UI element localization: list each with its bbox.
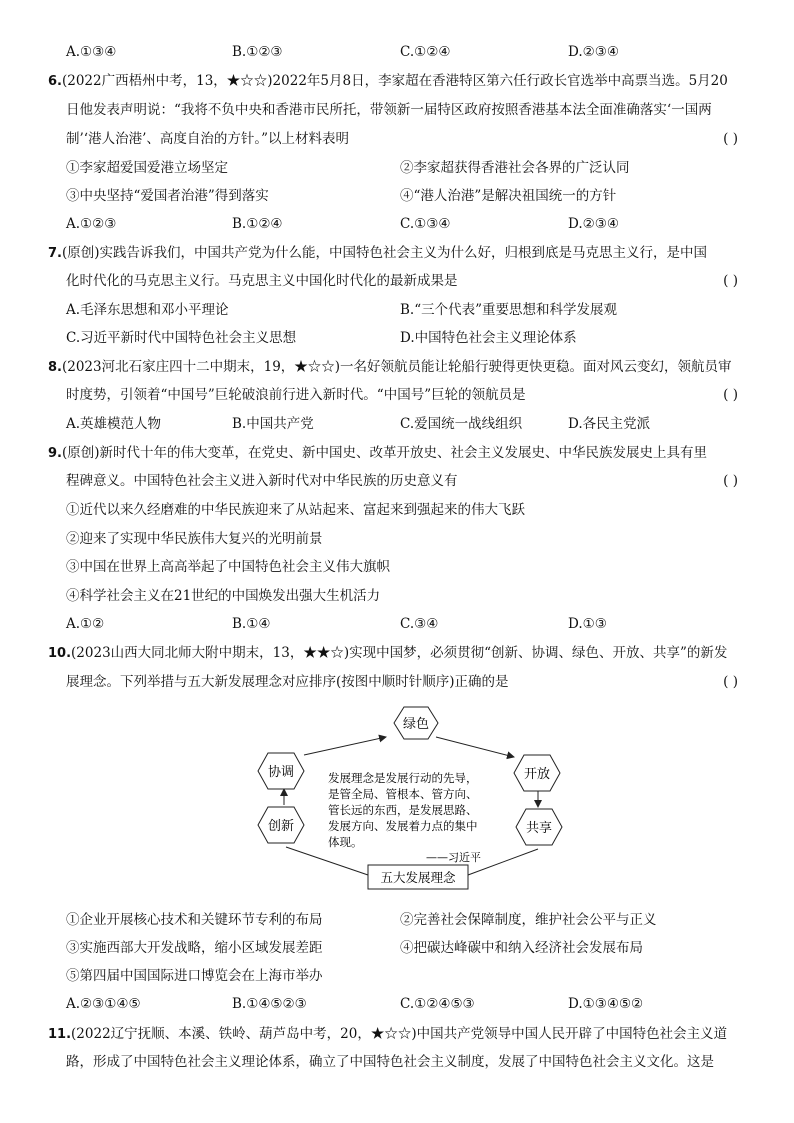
node-gongxiang bbox=[516, 809, 562, 845]
q7-option-c[interactable]: C.习近平新时代中国特色社会主义思想 bbox=[66, 330, 297, 346]
q8-option-d[interactable]: D.各民主党派 bbox=[568, 416, 651, 432]
q10-option-d[interactable]: D.①③④⑤② bbox=[568, 996, 644, 1012]
node-lvse bbox=[394, 707, 438, 739]
q10-option-a[interactable]: A.②③①④⑤ bbox=[66, 996, 141, 1012]
q6-statement-1: ①李家超爱国爱港立场坚定 bbox=[66, 160, 228, 176]
q7-answer-blank[interactable]: ( ) bbox=[723, 273, 738, 289]
svg-text:协调: 协调 bbox=[267, 765, 295, 780]
diagram-quote-line2: 是管全局、管根本、管方向、 bbox=[328, 787, 478, 801]
arrow-xietiao-lvse bbox=[304, 737, 386, 755]
q9-option-a[interactable]: A.①② bbox=[66, 616, 105, 632]
q7-text-line2: 化时代化的马克思主义行。马克思主义中国化时代化的最新成果是 bbox=[66, 273, 458, 289]
q6-number: 6.(2022广西梧州中考，13，★☆☆)2022年5月8日，李家超在香港特区第六任行政长官选举中高票当选。5月20 bbox=[48, 73, 728, 89]
q10-text-line1: (2023山西大同北师大附中期末，13，★★☆)实现中国梦，必须贯彻“创新、协调、绿色、开放、共享”的新发 bbox=[71, 645, 728, 661]
q10-statement-4: ④把碳达峰碳中和纳入经济社会发展布局 bbox=[400, 940, 643, 956]
diagram-quote-line4: 发展方向、发展着力点的集中 bbox=[328, 819, 478, 833]
q7-option-b[interactable]: B.“三个代表”重要思想和科学发展观 bbox=[400, 302, 618, 318]
svg-text:共享: 共享 bbox=[525, 821, 553, 836]
diagram-quote-line1: 发展理念是发展行动的先导， bbox=[328, 771, 478, 785]
q6-statement-3: ③中央坚持“爱国者治港”得到落实 bbox=[66, 188, 269, 204]
q9-statement-3: ③中国在世界上高高举起了中国特色社会主义伟大旗帜 bbox=[66, 559, 390, 575]
q6-text-line1: (2022广西梧州中考，13，★☆☆)2022年5月8日，李家超在香港特区第六任行政长官选举中高票当选。5月20 bbox=[61, 73, 728, 89]
q9-option-d[interactable]: D.①③ bbox=[568, 616, 607, 632]
q11-text-line1: (2022辽宁抚顺、本溪、铁岭、葫芦岛中考，20，★☆☆)中国共产党领导中国人民开辟了中国特色社会主义道 bbox=[71, 1026, 728, 1042]
q8-text-line1: (2023河北石家庄四十二中期末，19，★☆☆)一名好领航员能让轮船行驶得更快更稳。面对风云变幻，领航员审 bbox=[61, 359, 732, 375]
q10-answer-blank[interactable]: ( ) bbox=[723, 674, 738, 690]
q9-statement-4: ④科学社会主义在21世纪的中国焕发出强大生机活力 bbox=[66, 588, 381, 604]
q8-option-c[interactable]: C.爱国统一战线组织 bbox=[400, 416, 523, 432]
q10-option-b[interactable]: B.①④⑤②③ bbox=[232, 996, 307, 1012]
q9-text-line2: 程碑意义。中国特色社会主义进入新时代对中华民族的历史意义有 bbox=[66, 473, 458, 489]
q8-text-line2: 时度势，引领着“中国号”巨轮破浪前行进入新时代。“中国号”巨轮的领航员是 bbox=[66, 387, 526, 403]
q9-number: 9.(原创)新时代十年的伟大变革，在党史、新中国史、改革开放史、社会主义发展史、中华民族发展史上具有里 bbox=[48, 445, 708, 461]
q10-statement-1: ①企业开展核心技术和关键环节专利的布局 bbox=[66, 912, 323, 928]
q10-text-line2: 展理念。下列举措与五大新发展理念对应排序(按图中顺时针顺序)正确的是 bbox=[66, 674, 509, 690]
q6-option-b[interactable]: B.①②④ bbox=[232, 216, 283, 232]
q6-option-d[interactable]: D.②③④ bbox=[568, 216, 619, 232]
node-kaifang bbox=[514, 755, 560, 791]
q6-option-c[interactable]: C.①③④ bbox=[400, 216, 451, 232]
five-development-concepts-diagram bbox=[250, 705, 570, 895]
q5-option-c[interactable]: C.①②④ bbox=[400, 44, 451, 60]
svg-text:创新: 创新 bbox=[267, 819, 295, 834]
q7-option-d[interactable]: D.中国特色社会主义理论体系 bbox=[400, 330, 577, 346]
q9-option-c[interactable]: C.③④ bbox=[400, 616, 439, 632]
q8-answer-blank[interactable]: ( ) bbox=[723, 387, 738, 403]
diagram-quote-author: ——习近平 bbox=[426, 851, 481, 864]
diagram-quote-line5: 体现。 bbox=[328, 835, 363, 849]
q9-option-b[interactable]: B.①④ bbox=[232, 616, 271, 632]
q7-option-a[interactable]: A.毛泽东思想和邓小平理论 bbox=[66, 302, 229, 318]
q9-answer-blank[interactable]: ( ) bbox=[723, 473, 738, 489]
q6-statement-4: ④“港人治港”是解决祖国统一的方针 bbox=[400, 188, 617, 204]
q5-option-a[interactable]: A.①③④ bbox=[66, 44, 117, 60]
line-chuangxin-label bbox=[286, 847, 368, 875]
q10-statement-2: ②完善社会保障制度，维护社会公平与正义 bbox=[400, 912, 657, 928]
q5-option-d[interactable]: D.②③④ bbox=[568, 44, 619, 60]
q5-option-b[interactable]: B.①②③ bbox=[232, 44, 283, 60]
q8-option-b[interactable]: B.中国共产党 bbox=[232, 416, 314, 432]
arrow-lvse-kaifang bbox=[436, 737, 514, 757]
svg-text:五大发展理念: 五大发展理念 bbox=[380, 870, 456, 885]
q6-option-a[interactable]: A.①②③ bbox=[66, 216, 117, 232]
q9-text-line1: (原创)新时代十年的伟大变革，在党史、新中国史、改革开放史、社会主义发展史、中华民族发展史上具有里 bbox=[61, 445, 708, 461]
q8-number: 8.(2023河北石家庄四十二中期末，19，★☆☆)一名好领航员能让轮船行驶得更快更稳。面对风云变幻，领航员审 bbox=[48, 359, 732, 375]
q10-statement-3: ③实施西部大开发战略，缩小区域发展差距 bbox=[66, 940, 323, 956]
svg-text:绿色: 绿色 bbox=[402, 717, 430, 732]
q6-statement-2: ②李家超获得香港社会各界的广泛认同 bbox=[400, 160, 630, 176]
node-xietiao bbox=[258, 753, 304, 789]
q11-number: 11.(2022辽宁抚顺、本溪、铁岭、葫芦岛中考，20，★☆☆)中国共产党领导中国人民开辟了中国特色社会主义道 bbox=[48, 1026, 728, 1042]
node-chuangxin bbox=[258, 807, 304, 843]
q10-number: 10.(2023山西大同北师大附中期末，13，★★☆)实现中国梦，必须贯彻“创新、协调、绿色、开放、共享”的新发 bbox=[48, 645, 728, 661]
q6-text-line2: 日他发表声明说：“我将不负中央和香港市民所托，带领新一届特区政府按照香港基本法全面准确落实‘一国两 bbox=[66, 102, 712, 118]
diagram-label-box bbox=[368, 865, 468, 889]
q7-text-line1: (原创)实践告诉我们，中国共产党为什么能，中国特色社会主义为什么好，归根到底是马克思主义行，是中国 bbox=[61, 245, 708, 261]
q6-answer-blank[interactable]: ( ) bbox=[723, 131, 738, 147]
q10-statement-5: ⑤第四届中国国际进口博览会在上海市举办 bbox=[66, 968, 323, 984]
q6-text-line3: 制’‘港人治港’、高度自治的方针。”以上材料表明 bbox=[66, 131, 350, 147]
q11-text-line2: 路，形成了中国特色社会主义理论体系，确立了中国特色社会主义制度，发展了中国特色社会主义文化。这是 bbox=[66, 1054, 714, 1070]
q8-option-a[interactable]: A.英雄模范人物 bbox=[66, 416, 162, 432]
svg-text:开放: 开放 bbox=[523, 767, 551, 782]
q10-option-c[interactable]: C.①②④⑤③ bbox=[400, 996, 475, 1012]
q7-number: 7.(原创)实践告诉我们，中国共产党为什么能，中国特色社会主义为什么好，归根到底是马克思主义行，是中国 bbox=[48, 245, 708, 261]
diagram-quote-line3: 管长远的东西，是发展思路、 bbox=[328, 803, 478, 817]
q9-statement-1: ①近代以来久经磨难的中华民族迎来了从站起来、富起来到强起来的伟大飞跃 bbox=[66, 502, 525, 518]
q9-statement-2: ②迎来了实现中华民族伟大复兴的光明前景 bbox=[66, 531, 323, 547]
